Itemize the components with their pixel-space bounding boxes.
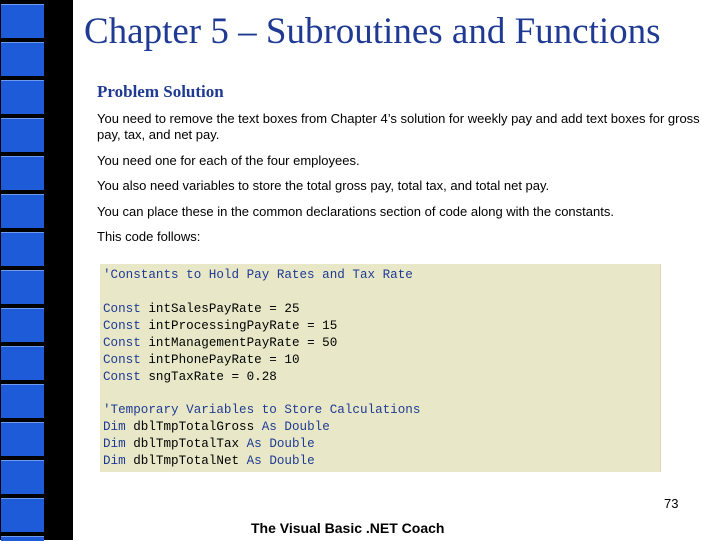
page-number: 73 <box>664 496 679 511</box>
strip-block <box>1 346 44 380</box>
code-line-const <box>103 318 337 335</box>
code-line-dim <box>103 436 315 453</box>
code-keyword: Const <box>103 336 141 350</box>
code-keyword: Const <box>103 353 141 367</box>
strip-block <box>1 194 44 228</box>
code-keyword: Dim <box>103 454 126 468</box>
code-comment: 'Temporary Variables to Store Calculations <box>103 403 421 417</box>
paragraph: This code follows: <box>97 229 201 244</box>
code-comment: 'Constants to Hold Pay Rates and Tax Rate <box>103 268 413 282</box>
code-line-const <box>103 369 277 386</box>
footer-text: The Visual Basic .NET Coach <box>251 520 445 536</box>
code-keyword: Double <box>284 420 330 434</box>
code-keyword: Double <box>269 437 315 451</box>
strip-block <box>1 118 44 152</box>
code-text: intPhonePayRate = 10 <box>148 353 300 367</box>
code-keyword: As <box>261 420 277 434</box>
code-keyword: As <box>246 437 262 451</box>
code-text: sngTaxRate = 0.28 <box>148 370 277 384</box>
strip-block <box>1 42 44 76</box>
code-keyword: Dim <box>103 420 126 434</box>
code-text: intManagementPayRate = 50 <box>148 336 338 350</box>
code-line-const <box>103 352 300 369</box>
left-decorative-strip <box>0 0 73 540</box>
strip-block <box>1 80 44 114</box>
code-keyword: Dim <box>103 437 126 451</box>
code-text: intProcessingPayRate = 15 <box>148 319 338 333</box>
code-keyword: As <box>246 454 262 468</box>
paragraph: You need to remove the text boxes from Chapter 4’s solution for weekly pay and add text boxes for gross pay, tax, and net pay. <box>97 111 700 142</box>
code-keyword: Double <box>269 454 315 468</box>
code-keyword: Const <box>103 370 141 384</box>
section-heading: Problem Solution <box>97 82 224 101</box>
code-text: dblTmpTotalNet <box>133 454 240 468</box>
strip-block <box>1 498 44 532</box>
code-line-const <box>103 335 337 352</box>
strip-block <box>1 536 44 541</box>
code-line-dim <box>103 419 330 436</box>
strip-block <box>1 156 44 190</box>
paragraph: You need one for each of the four employees. <box>97 153 360 168</box>
strip-block <box>1 422 44 456</box>
strip-block <box>1 270 44 304</box>
paragraph: You can place these in the common declarations section of code along with the constants. <box>97 204 614 219</box>
code-line-const <box>103 301 300 318</box>
strip-block <box>1 308 44 342</box>
strip-block <box>1 4 44 38</box>
code-line-dim <box>103 453 315 470</box>
code-keyword: Const <box>103 319 141 333</box>
strip-edge <box>72 0 73 540</box>
code-text: dblTmpTotalGross <box>133 420 255 434</box>
paragraph: You also need variables to store the total gross pay, total tax, and total net pay. <box>97 178 550 193</box>
strip-block <box>1 384 44 418</box>
strip-block <box>1 460 44 494</box>
code-text: intSalesPayRate = 25 <box>148 302 300 316</box>
code-text: dblTmpTotalTax <box>133 437 240 451</box>
slide-title: Chapter 5 – Subroutines and Functions <box>84 11 661 52</box>
code-keyword: Const <box>103 302 141 316</box>
strip-block <box>1 232 44 266</box>
